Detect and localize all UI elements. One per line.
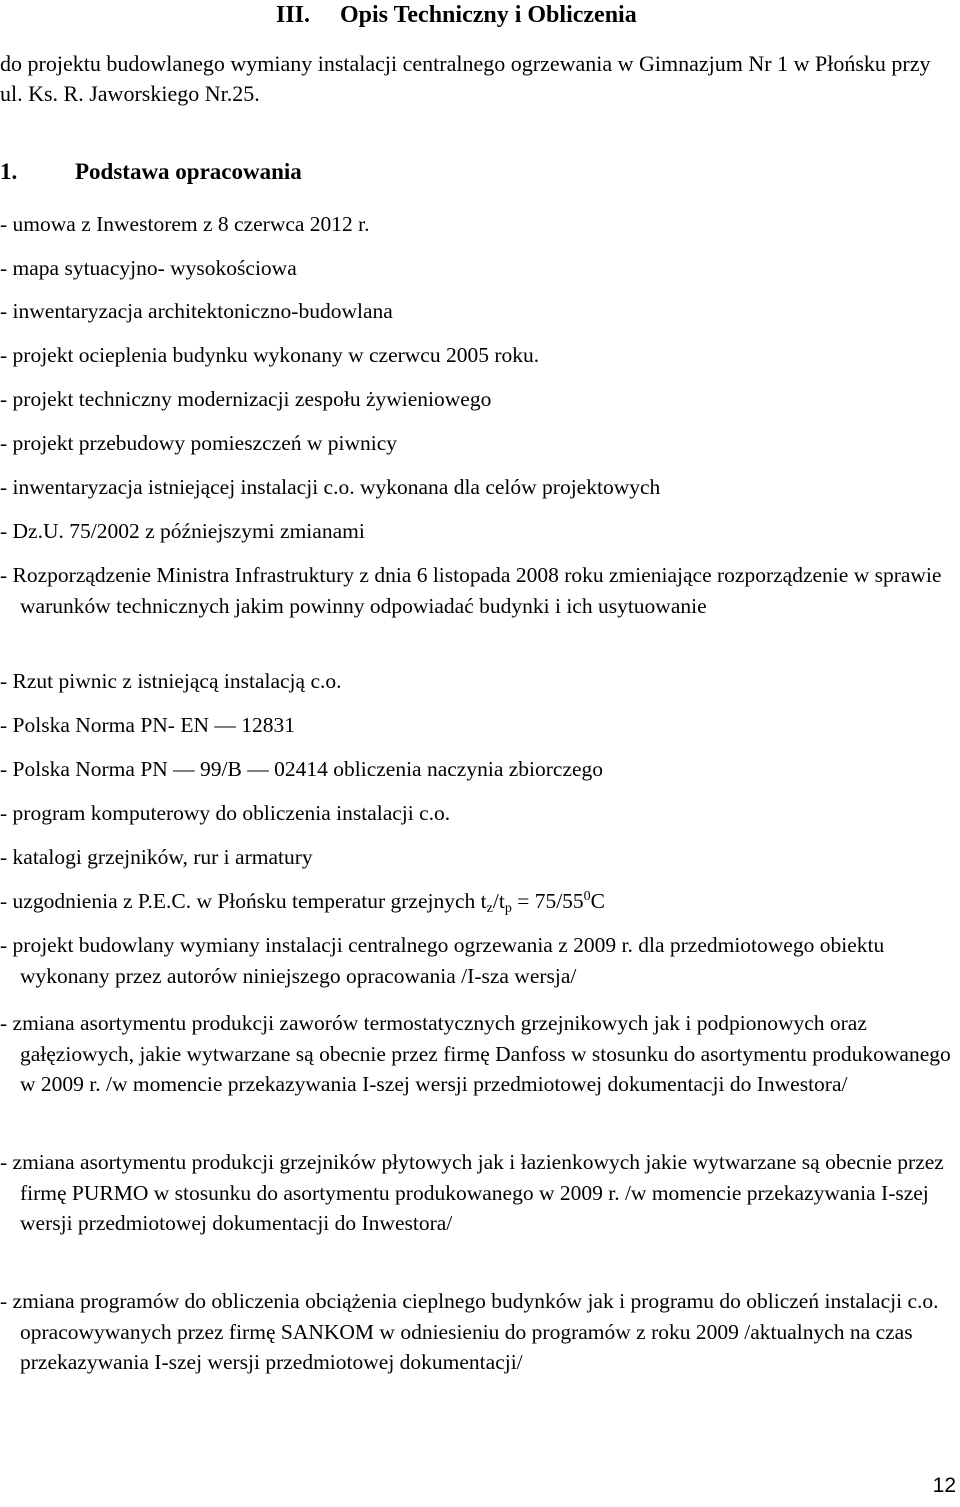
list-item: - inwentaryzacja istniejącej instalacji c.o. wykonana dla celów projektowych [0,475,661,499]
list-item: - zmiana asortymentu produkcji zaworów termostatycznych grzejnikowych jak i podpionowych oraz gałęziowych, jakie wytwarzane są obecnie przez firmę Danfoss w stosunku do asortymentu produkowanego w 2009 r. /w momencie przekazywania I-szej wersji przedmiotowej dokumentacji do Inwestora/ [0,1011,951,1096]
list-item: - katalogi grzejników, rur i armatury [0,845,313,869]
list-item: - Dz.U. 75/2002 z późniejszymi zmianami [0,519,365,543]
section-title: Podstawa opracowania [75,159,302,184]
list-item: - zmiana programów do obliczenia obciążenia cieplnego budynków jak i programu do obliczeń instalacji c.o. opracowywanych przez firmę SANKOM w odniesieniu do programów z roku 2009 /aktualnych na czas przekazywania I-szej wersji przedmiotowej dokumentacji/ [0,1289,939,1374]
temperature-slash: /t [492,889,505,913]
list-item: - projekt ocieplenia budynku wykonany w czerwcu 2005 roku. [0,343,540,367]
section-heading [0,157,302,187]
list-item: - umowa z Inwestorem z 8 czerwca 2012 r. [0,212,370,236]
degree-superscript: 0 [583,889,591,904]
list-item: - Polska Norma PN- EN — 12831 [0,713,296,737]
subscript-p: p [504,901,512,916]
heading-title: Opis Techniczny i Obliczenia [340,2,637,28]
temperature-text: - uzgodnienia z P.E.C. w Płońsku temperatur grzejnych t [0,889,487,913]
list-item: - Polska Norma PN — 99/B — 02414 obliczenia naczynia zbiorczego [0,757,604,781]
page-number: 12 [932,1474,956,1497]
section-number: 1. [0,159,18,184]
list-item: - Rozporządzenie Ministra Infrastruktury z dnia 6 listopada 2008 roku zmieniające rozporządzenie w sprawie warunków technicznych jakim powinny odpowiadać budynki i ich usytuowanie [0,563,942,618]
list-item: - mapa sytuacyjno- wysokościowa [0,256,297,280]
subscript-z: z [486,901,493,916]
list-item: - projekt budowlany wymiany instalacji centralnego ogrzewania z 2009 r. dla przedmiotowego obiektu wykonany przez autorów niniejszego opracowania /I-sza wersja/ [0,933,885,988]
list-item: - projekt techniczny modernizacji zespołu żywieniowego [0,387,492,411]
list-item: - Rzut piwnic z istniejącą instalacją c.o. [0,669,342,693]
heading-number: III. [276,2,311,28]
intro-paragraph: do projektu budowlanego wymiany instalacji centralnego ogrzewania w Gimnazjum Nr 1 w Płońsku przy ul. Ks. R. Jaworskiego Nr.25. [0,51,931,106]
list-item: - projekt przebudowy pomieszczeń w piwnicy [0,431,398,455]
document-heading [276,0,637,30]
list-item: - zmiana asortymentu produkcji grzejników płytowych jak i łazienkowych jakie wytwarzane są obecnie przez firmę PURMO w stosunku do asortymentu produkowanego w 2009 r. /w momencie przekazywania I-szej wersji przedmiotowej dokumentacji do Inwestora/ [0,1150,944,1235]
list-item: - inwentaryzacja architektoniczno-budowlana [0,299,393,323]
temperature-item [0,886,955,917]
temperature-value: = 75/55 [511,889,584,913]
list-item: - program komputerowy do obliczenia instalacji c.o. [0,801,451,825]
temperature-unit: C [590,889,606,913]
